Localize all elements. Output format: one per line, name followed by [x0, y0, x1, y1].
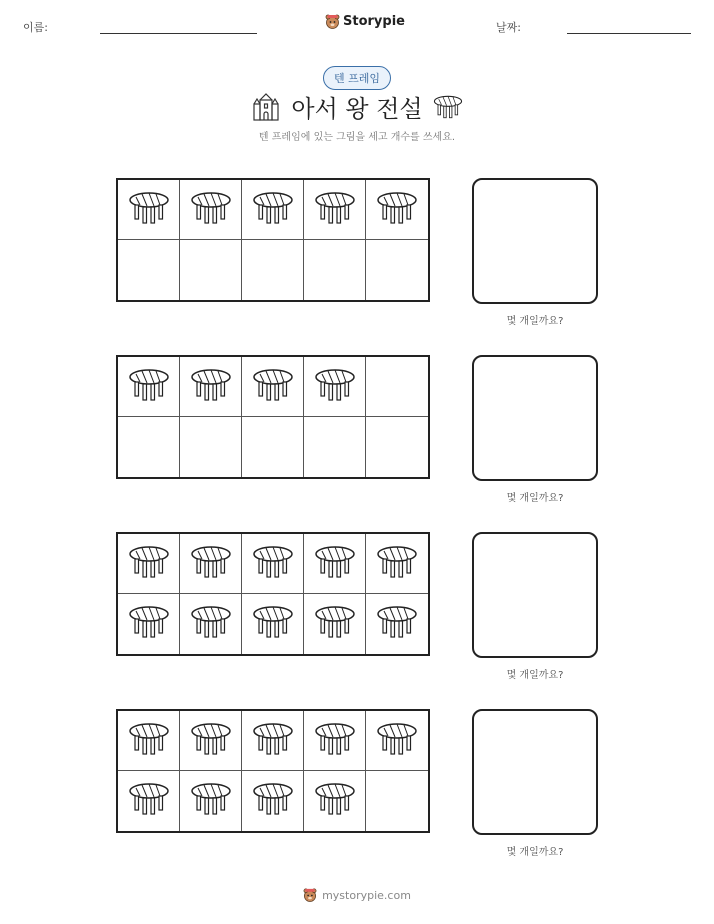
title-row	[0, 89, 714, 124]
round-table-icon	[376, 604, 418, 644]
round-table-icon	[376, 190, 418, 230]
frame-cell	[366, 594, 428, 654]
frame-cell	[180, 357, 242, 417]
round-table-icon	[190, 367, 232, 407]
round-table-icon	[252, 604, 294, 644]
frame-cell	[118, 357, 180, 417]
frame-cell	[242, 180, 304, 240]
frame-cell	[304, 417, 366, 477]
round-table-icon	[314, 544, 356, 584]
frame-cell	[366, 534, 428, 594]
frame-cell	[180, 594, 242, 654]
round-table-icon	[314, 721, 356, 761]
frame-cell	[304, 534, 366, 594]
frame-cell	[118, 771, 180, 831]
ten-frame-badge: 텐 프레임	[323, 66, 391, 90]
round-table-icon	[128, 544, 170, 584]
frame-cell	[180, 711, 242, 771]
brand-name: Storypie	[343, 14, 405, 29]
date-label: 날짜:	[496, 21, 521, 34]
ten-frame-2	[116, 355, 430, 479]
round-table-icon	[190, 721, 232, 761]
frame-cell	[118, 417, 180, 477]
bear-mascot-icon	[303, 887, 317, 903]
round-table-icon	[252, 190, 294, 230]
page-title: 아서 왕 전설	[291, 95, 423, 123]
frame-cell	[180, 180, 242, 240]
round-table-icon	[376, 544, 418, 584]
frame-cell	[242, 357, 304, 417]
frame-cell	[366, 180, 428, 240]
frame-cell	[304, 771, 366, 831]
frame-cell	[242, 240, 304, 300]
answer-box-3[interactable]	[472, 532, 598, 658]
frame-cell	[242, 771, 304, 831]
round-table-icon	[252, 781, 294, 821]
frame-cell	[118, 240, 180, 300]
frame-cell	[366, 417, 428, 477]
frame-cell	[366, 357, 428, 417]
round-table-icon	[128, 604, 170, 644]
question-label-2: 몇 개일까요?	[506, 493, 564, 504]
round-table-icon	[128, 781, 170, 821]
name-label: 이름:	[23, 21, 48, 34]
round-table-icon	[314, 781, 356, 821]
round-table-icon	[314, 367, 356, 407]
frame-cell	[366, 711, 428, 771]
frame-cell	[242, 594, 304, 654]
frame-cell	[118, 594, 180, 654]
round-table-icon	[190, 604, 232, 644]
frame-cell	[304, 594, 366, 654]
round-table-icon	[314, 190, 356, 230]
answer-box-4[interactable]	[472, 709, 598, 835]
ten-frame-1	[116, 178, 430, 302]
frame-cell	[180, 417, 242, 477]
frame-cell	[304, 711, 366, 771]
footer-url[interactable]: mystorypie.com	[322, 888, 411, 902]
footer	[0, 887, 714, 903]
frame-cell	[242, 711, 304, 771]
question-label-3: 몇 개일까요?	[506, 670, 564, 681]
round-table-icon	[190, 781, 232, 821]
date-line[interactable]	[567, 33, 691, 34]
frame-cell	[304, 357, 366, 417]
question-label-4: 몇 개일까요?	[506, 847, 564, 858]
brand-logo	[325, 13, 405, 30]
frame-cell	[118, 534, 180, 594]
round-table-icon	[433, 94, 463, 120]
round-table-icon	[252, 367, 294, 407]
frame-cell	[118, 711, 180, 771]
bear-mascot-icon	[325, 13, 340, 30]
round-table-icon	[190, 544, 232, 584]
answer-box-1[interactable]	[472, 178, 598, 304]
round-table-icon	[128, 721, 170, 761]
frame-cell	[304, 180, 366, 240]
round-table-icon	[128, 190, 170, 230]
instructions: 텐 프레임에 있는 그림을 세고 개수를 쓰세요.	[258, 132, 456, 143]
frame-cell	[180, 240, 242, 300]
frame-cell	[366, 240, 428, 300]
frame-cell	[242, 534, 304, 594]
round-table-icon	[252, 544, 294, 584]
round-table-icon	[314, 604, 356, 644]
frame-cell	[118, 180, 180, 240]
frame-cell	[366, 771, 428, 831]
frame-cell	[304, 240, 366, 300]
castle-icon	[251, 92, 281, 122]
round-table-icon	[376, 721, 418, 761]
ten-frame-4	[116, 709, 430, 833]
answer-box-2[interactable]	[472, 355, 598, 481]
question-label-1: 몇 개일까요?	[506, 316, 564, 327]
round-table-icon	[252, 721, 294, 761]
round-table-icon	[190, 190, 232, 230]
frame-cell	[242, 417, 304, 477]
frame-cell	[180, 534, 242, 594]
round-table-icon	[128, 367, 170, 407]
frame-cell	[180, 771, 242, 831]
name-line[interactable]	[100, 33, 257, 34]
ten-frame-3	[116, 532, 430, 656]
